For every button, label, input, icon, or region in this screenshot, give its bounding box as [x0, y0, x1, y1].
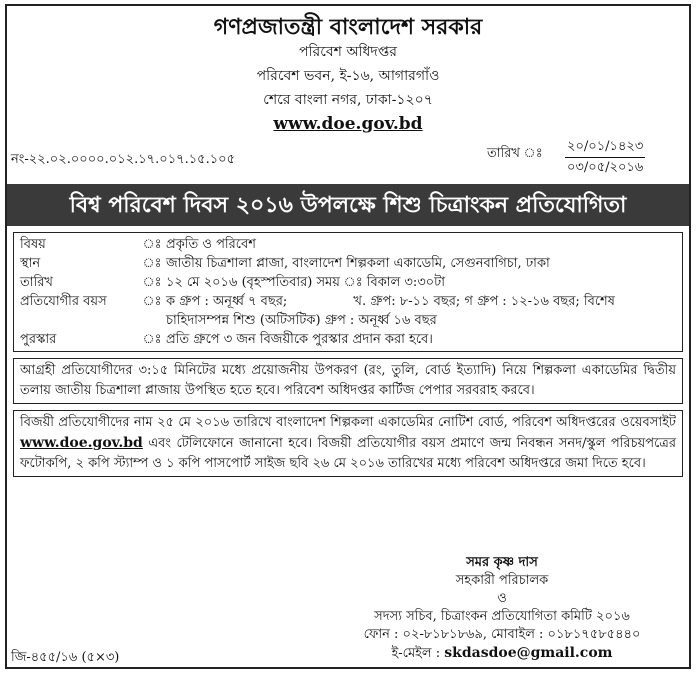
date-block — [565, 137, 645, 178]
table-row — [20, 235, 676, 254]
table-row — [20, 330, 676, 349]
reference-number: নং-২২.০২.০০০০.০১২.১৭.০১৭.১৫.১০৫ — [11, 152, 236, 167]
reference-row — [7, 136, 689, 180]
email-label: ই-মেইল : — [391, 646, 445, 661]
row-value: প্রকৃতি ও পরিবেশ — [166, 237, 256, 252]
department-name: পরিবেশ অধিদপ্তর — [299, 44, 397, 60]
signatory-title: সহকারী পরিচালক — [455, 573, 549, 588]
details-table — [20, 235, 676, 349]
instruction-notice: আগ্রহী প্রতিযোগীদের ৩:১৫ মিনিটের মধ্যে প্রয়োজনীয় উপকরণ (রং, তুলি, বোর্ড ইত্যাদি) নিয়ে শিল্পকলা একাডেমির দ্বিতীয় তলায় জাতীয় চিত্রশালা প্লাজায় উপস্থিত হতে হবে। পরিবেশ অধিদপ্তর কার্টিজ পেপার সরবরাহ করবে। — [13, 358, 683, 404]
date-bangla: ২০/০১/১৪২৩ — [565, 137, 645, 158]
signatory-name: সমর কৃষ্ণ দাস — [466, 555, 538, 570]
winner-notice — [13, 410, 683, 477]
row-label: বিষয় — [20, 237, 46, 252]
signatory-role: সদস্য সচিব, চিত্রাংকন প্রতিযোগিতা কমিটি ২০১৬ — [374, 609, 630, 624]
event-details — [13, 232, 683, 352]
row-value: প্রতি গ্রুপে ৩ জন বিজয়ীকে পুরস্কার প্রদান করা হবে। — [166, 332, 433, 347]
building-address: পরিবেশ ভবন, ই-১৬, আগারগাঁও — [256, 68, 440, 84]
row-colon: ঃ — [142, 275, 162, 290]
email-link[interactable]: skdasdoe@gmail.com — [444, 645, 613, 661]
notice-page — [5, 4, 691, 669]
table-row — [20, 254, 676, 273]
row-value: ১২ মে ২০১৬ (বৃহস্পতিবার) সময় ঃ বিকাল ৩:৩০টা — [166, 275, 445, 290]
government-title: গণপ্রজাতন্ত্রী বাংলাদেশ সরকার — [213, 14, 483, 40]
winner-notice-text-b: এবং টেলিফোনে জানানো হবে। বিজয়ী প্রতিযোগীর বয়স প্রমাণে জন্ম নিবন্ধন সনদ/স্কুল পরিচয়পত্রের ফটোকপি, ২ কপি স্ট্যাম্প ও ১ কপি পাসপোর্ট সাইজ ছবি ২৬ মে ২০১৬ তারিখের মধ্যে পরিবেশ অধিদপ্তরে জমা দিতে হবে। — [20, 436, 676, 471]
row-colon: ঃ — [142, 256, 162, 271]
website-link[interactable]: www.doe.gov.bd — [273, 114, 423, 134]
signatory-email-line — [317, 644, 687, 663]
ad-code: জি-৪৫৫/১৬ (৫×৩) — [11, 650, 120, 665]
letterhead — [7, 14, 689, 136]
city-address: শেরে বাংলা নগর, ঢাকা-১২০৭ — [263, 92, 433, 108]
signatory-phone: ফোন : ০২-৮১৮১৮৬৯, মোবাইল : ০১৮১৭৫৮৫৪৪০ — [363, 627, 641, 642]
winner-notice-website-link[interactable]: www.doe.gov.bd — [20, 435, 143, 451]
row-label: প্রতিযোগীর বয়স — [20, 294, 107, 309]
row-value: ক গ্রুপ : অনূর্ধ্ব ৭ বছর; খ. গ্রুপ: ৮-১১ বছর; গ গ্রুপ : ১২-১৬ বছর; বিশেষ চাহিদাসম্পন্ন শিশু (অটিসটিক) গ্রুপ : অনূর্ধ্ব ১৬ বছর — [166, 294, 620, 328]
row-label: স্থান — [20, 256, 41, 271]
date-label: তারিখ ঃ — [487, 146, 543, 161]
row-colon: ঃ — [142, 332, 162, 347]
row-value: জাতীয় চিত্রশালা প্লাজা, বাংলাদেশ শিল্পকলা একাডেমি, সেগুনবাগিচা, ঢাকা — [166, 256, 550, 271]
row-label: পুরস্কার — [20, 332, 57, 347]
row-colon: ঃ — [142, 294, 162, 309]
row-label: তারিখ — [20, 275, 53, 290]
date-english: ০৩/০৫/২০১৬ — [566, 160, 644, 175]
table-row — [20, 273, 676, 292]
row-colon: ঃ — [142, 237, 162, 252]
event-banner: বিশ্ব পরিবেশ দিবস ২০১৬ উপলক্ষে শিশু চিত্রাংকন প্রতিযোগিতা — [7, 184, 689, 226]
table-row — [20, 292, 676, 330]
signature-block — [317, 554, 687, 663]
winner-notice-text-a: বিজয়ী প্রতিযোগীদের নাম ২৫ মে ২০১৬ তারিখে বাংলাদেশ শিল্পকলা একাডেমির নোটিশ বোর্ড, পরিবেশ অধিদপ্তরের ওয়েবসাইট — [20, 415, 676, 430]
signatory-conjunction: ও — [497, 591, 507, 606]
